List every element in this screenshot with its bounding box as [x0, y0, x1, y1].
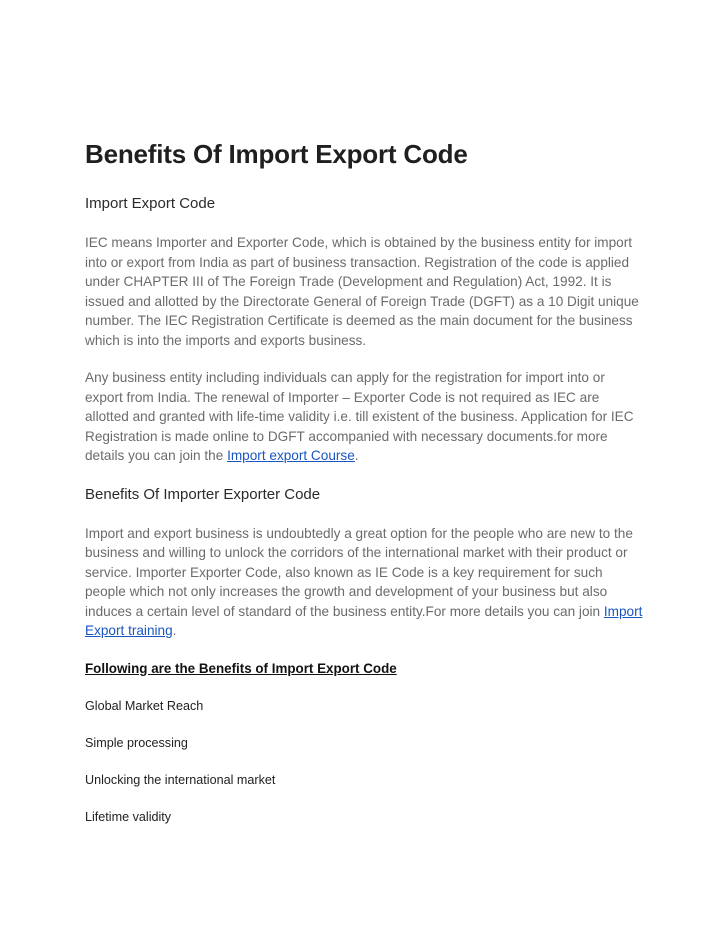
paragraph-benefits-intro — [85, 524, 645, 641]
import-export-training-link[interactable]: Import Export training — [85, 603, 643, 638]
list-item: Global Market Reach — [85, 698, 204, 713]
list-item: Simple processing — [85, 735, 188, 750]
section-heading-import-export-code: Import Export Code — [85, 195, 216, 212]
page-title: Benefits Of Import Export Code — [85, 139, 468, 169]
paragraph-text: Any business entity including individuals can apply for the registration for import into or export from India. The renewal of Importer – Exporter Code is not required as IEC are allotted and granted with life-time validity i.e. till existent of the business. Application for IEC Registration is made online to DGFT accompanied with necessary documents.for more details you can join the — [85, 370, 634, 463]
benefits-list-heading: Following are the Benefits of Import Export Code — [85, 660, 397, 676]
list-item: Unlocking the international market — [85, 772, 276, 787]
paragraph-end: . — [172, 623, 177, 638]
benefits-list — [85, 697, 645, 826]
list-item: Lifetime validity — [85, 809, 172, 824]
paragraph-iec-definition: IEC means Importer and Exporter Code, which is obtained by the business entity for import into or export from India as part of business transaction. Registration of the code is applied under CHAPTER III of The Foreign Trade (Development and Regulation) Act, 1992. It is issued and allotted by the Directorate General of Foreign Trade (DGFT) as a 10 Digit unique number. The IEC Registration Certificate is deemed as the main document for the business which is into the imports and exports business. — [85, 235, 639, 348]
paragraph-text: Import and export business is undoubtedly a great option for the people who are new to the business and willing to unlock the corridors of the international market with their product or service. Importer Exporter Code, also known as IE Code is a key requirement for such people which not only increases the growth and development of your business but also induces a certain level of standard of the business entity.For more details you can join — [85, 525, 633, 619]
paragraph-iec-registration — [85, 368, 645, 466]
import-export-course-link[interactable]: Import export Course — [227, 448, 355, 463]
document-page — [85, 138, 645, 826]
paragraph-end: . — [354, 448, 359, 463]
section-heading-benefits: Benefits Of Importer Exporter Code — [85, 485, 321, 503]
